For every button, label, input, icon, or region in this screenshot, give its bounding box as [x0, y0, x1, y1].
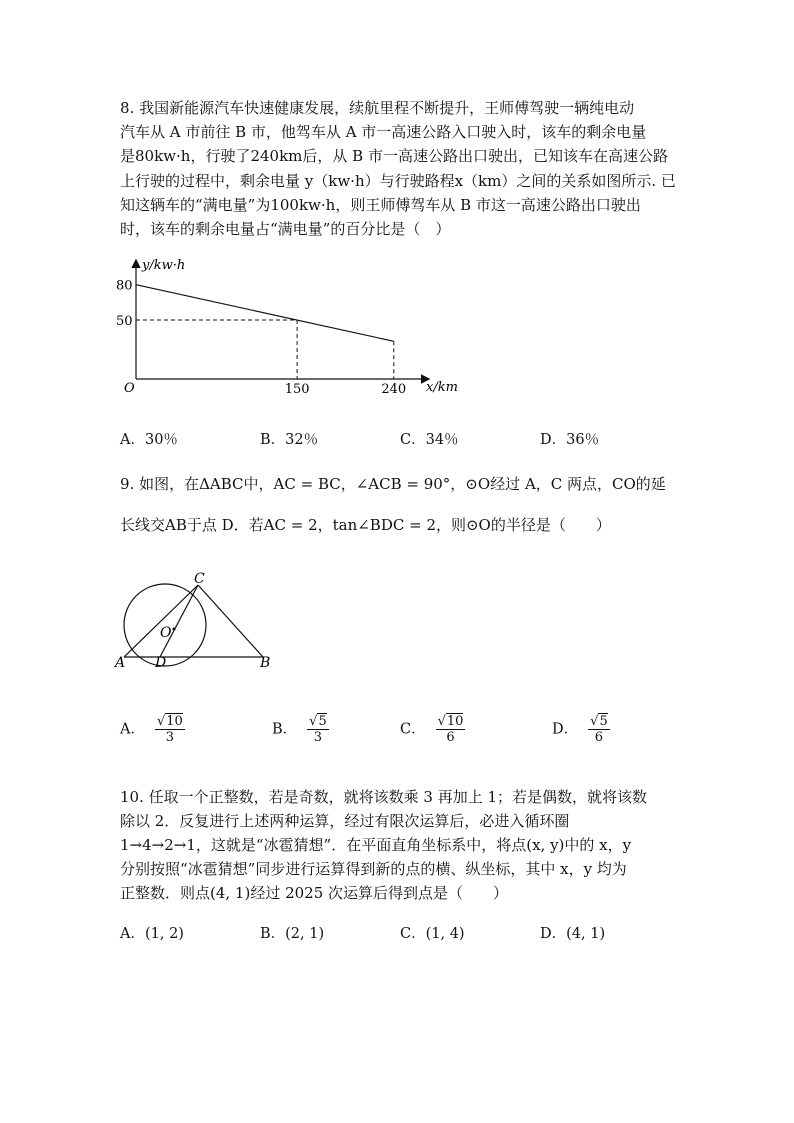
label-d: D [155, 655, 167, 671]
q8-line-1: 8. 我国新能源汽车快速健康发展，续航里程不断提升，王师傅驾驶一辆纯电动 [120, 99, 635, 117]
radicand: 5 [599, 714, 608, 729]
q9-option-b[interactable] [272, 714, 329, 745]
q8-line-4: 上行驶的过程中，剩余电量 y（kw·h）与行驶路程x（km）之间的关系如图所示. 已 [120, 172, 676, 190]
q9-figure [110, 565, 280, 685]
q8-option-b[interactable]: B．32％ [260, 432, 319, 448]
fraction-sqrt10-over-3: $\frac{√10}{3}$ [156, 714, 183, 745]
denominator: 6 [594, 730, 604, 745]
fraction-sqrt10-over-6: $\frac{√10}{6}$ [437, 714, 464, 745]
label-b: B [260, 655, 271, 671]
q9-option-c-letter: C． [400, 721, 426, 738]
radicand: 10 [446, 714, 464, 729]
remaining-power-line [136, 285, 394, 342]
q9-option-a-letter: A． [120, 721, 145, 738]
q8-line-3: 是80kw·h，行驶了240km后，从 B 市一高速公路出口驶出，已知该车在高速公路 [120, 147, 668, 165]
q9-option-d[interactable] [552, 714, 610, 745]
y-axis-label: y/kw·h [142, 258, 186, 273]
q10-line-4: 分别按照“冰雹猜想”同步进行运算得到新的点的横、纵坐标，其中 x，y 均为 [120, 860, 627, 878]
q9-option-c[interactable] [400, 714, 465, 745]
label-a: A [115, 655, 126, 671]
y-tick-80: 80 [116, 278, 133, 294]
q10-option-a[interactable]: A．(1, 2) [120, 926, 184, 942]
q9-option-a[interactable] [120, 714, 185, 745]
q8-line-6: 时，该车的剩余电量占“满电量”的百分比是（ ） [120, 220, 451, 238]
q10-option-d[interactable]: D．(4, 1) [540, 926, 606, 942]
fraction-sqrt5-over-3: $\frac{√5}{3}$ [309, 714, 327, 745]
denominator: 3 [165, 730, 175, 745]
y-tick-50: 50 [116, 314, 133, 330]
x-tick-240: 240 [381, 382, 407, 397]
origin-label: O [124, 381, 135, 396]
label-o: O [160, 625, 172, 641]
x-tick-150: 150 [284, 382, 310, 397]
x-axis-label: x/km [426, 380, 458, 395]
segment-bc [198, 585, 263, 657]
q8-graph [110, 255, 470, 405]
q10-line-2: 除以 2．反复进行上述两种运算，经过有限次运算后，必进入循环圈 [120, 812, 570, 830]
q10-line-1: 10. 任取一个正整数，若是奇数，就将该数乘 3 再加上 1；若是偶数，就将该数 [120, 788, 648, 806]
denominator: 6 [446, 730, 455, 745]
q8-option-d[interactable]: D．36％ [540, 432, 600, 448]
radicand: 10 [166, 714, 183, 729]
q8-option-c[interactable]: C．34％ [400, 432, 459, 448]
q9-line-2: 长线交AB于点 D．若AC = 2，tan∠BDC = 2，则⊙O的半径是（ ） [120, 516, 611, 534]
fraction-sqrt5-over-6: $\frac{√5}{6}$ [590, 714, 608, 745]
q9-option-d-letter: D． [552, 721, 579, 738]
segment-ac [124, 585, 198, 657]
q10-option-c[interactable]: C．(1, 4) [400, 926, 465, 942]
q10-line-5: 正整数．则点(4, 1)经过 2025 次运算后得到点是（ ） [120, 884, 509, 902]
q10-line-3: 1→4→2→1，这就是“冰雹猜想”．在平面直角坐标系中，将点(x, y)中的 x，y [120, 836, 632, 854]
denominator: 3 [313, 730, 323, 745]
label-c: C [194, 571, 205, 587]
q8-line-2: 汽车从 A 市前往 B 市，他驾车从 A 市一高速公路入口驶入时，该车的剩余电量 [120, 123, 647, 141]
q9-option-b-letter: B． [272, 721, 298, 738]
q8-option-a[interactable]: A．30％ [120, 432, 178, 448]
q9-line-1: 9. 如图，在ΔABC中，AC = BC，∠ACB = 90°，⊙O经过 A，C 两点，CO的延 [120, 475, 666, 493]
segment-cd [160, 585, 198, 657]
q8-line-5: 知这辆车的“满电量”为100kw·h，则王师傅驾车从 B 市这一高速公路出口驶出 [120, 196, 641, 214]
radicand: 5 [318, 714, 327, 729]
point-o [173, 628, 176, 631]
q10-option-b[interactable]: B．(2, 1) [260, 926, 325, 942]
